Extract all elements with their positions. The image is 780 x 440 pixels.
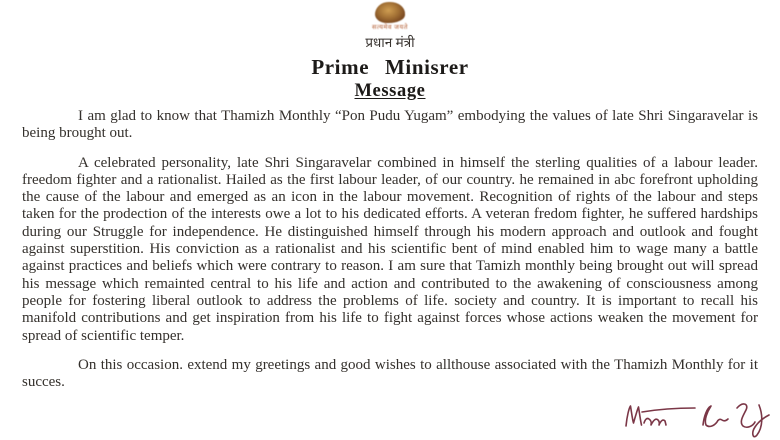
letterhead <box>22 0 758 101</box>
paragraph-1: I am glad to know that Thamizh Monthly “Pon Pudu Yugam” embodying the values of late Shri Singaravelar is being brought out. <box>22 108 758 142</box>
paragraph-2: A celebrated personality, late Shri Singaravelar combined in himself the sterling qualities of a labour leader. freedom fighter and a rationalist. Hailed as the first labour leader, of our country. he remained in abc forefront upholding the cause of the labour and emerged as an icon in the labour movement. Recognition of rights of the labour and steps taken for the prodection of the interests owe a lot to his dedicated efforts. A veteran fredom fighter, he suffered hardships during our Struggle for independence. He distinguished himself through his modern approach and outlook and fought against superstition. His conviction as a rationalist and his scientific bent of mind enabled him to wage many a battle against practices and beliefs which were contrary to reason. I am sure that Tamizh monthly being brought out will spread his message which remainted central to his life and action and contributed to the awakening of consciousness among people for fostering liberal outlook to address the problems of life. society and country. It is important to recall his manifold contributions and get inspiration from his life to fight against forces whose actions weaken the movement for spread of scientific temper. <box>22 154 758 344</box>
paragraph-3: On this occasion. extend my greetings and good wishes to allthouse associated with the Thamizh Monthly for it succes. <box>22 356 758 391</box>
national-emblem-icon <box>375 2 405 23</box>
emblem-caption: सत्यमेव जयते <box>372 24 408 31</box>
signature-handwriting-icon <box>620 396 772 438</box>
signature <box>620 396 772 438</box>
message-heading: Message <box>354 81 426 101</box>
page-title: Prime Minisrer <box>311 55 469 79</box>
letter-body <box>22 108 758 391</box>
office-title-hindi: प्रधान मंत्री <box>365 35 415 50</box>
